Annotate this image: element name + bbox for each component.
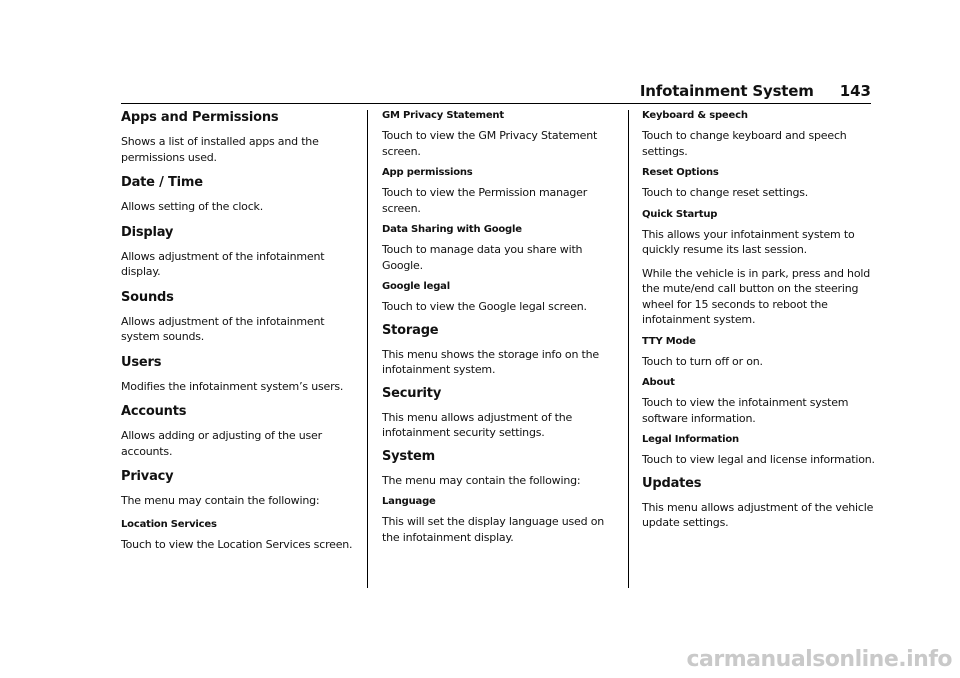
- subsection-heading: Data Sharing with Google: [382, 224, 522, 235]
- subsection-heading: Location Services: [121, 518, 217, 530]
- header-rule: [121, 103, 871, 104]
- subsection-heading: Quick Startup: [642, 208, 718, 220]
- body-paragraph: Touch to view the Location Services screen.: [121, 537, 353, 551]
- page-number: 143: [839, 82, 871, 100]
- section-heading: System: [382, 448, 435, 464]
- body-paragraph: Shows a list of installed apps and the permissions used.: [121, 135, 319, 164]
- section-heading: Updates: [642, 475, 702, 491]
- watermark: carmanualsonline.info: [686, 647, 952, 672]
- section-heading: Date / Time: [121, 175, 203, 190]
- body-paragraph: Allows adding or adjusting of the user accounts.: [121, 429, 322, 458]
- body-paragraph: Touch to view the Google legal screen.: [382, 300, 587, 313]
- subsection-heading: About: [642, 377, 675, 388]
- column-2: [382, 110, 618, 553]
- body-paragraph: This menu shows the storage info on the infotainment system.: [382, 347, 599, 376]
- column-divider-1: [367, 110, 368, 588]
- body-paragraph: Touch to manage data you share with Google.: [382, 243, 583, 272]
- subsection-heading: Language: [382, 496, 436, 507]
- body-paragraph: Touch to change reset settings.: [642, 186, 809, 199]
- body-paragraph: Touch to turn off or on.: [642, 354, 763, 368]
- body-paragraph: While the vehicle is in park, press and hold the mute/end call button on the steering wheel for 15 seconds to reboot the infotainment system.: [642, 266, 870, 326]
- body-paragraph: Touch to change keyboard and speech settings.: [642, 129, 847, 158]
- subsection-heading: Google legal: [382, 281, 450, 292]
- body-paragraph: Touch to view the Permission manager screen.: [382, 186, 588, 215]
- body-paragraph: This menu allows adjustment of the vehicle update settings.: [642, 500, 874, 529]
- subsection-heading: TTY Mode: [642, 335, 696, 347]
- body-paragraph: Touch to view legal and license information.: [642, 453, 875, 466]
- section-heading: Accounts: [121, 404, 187, 419]
- subsection-heading: Legal Information: [642, 434, 739, 445]
- body-paragraph: The menu may contain the following:: [382, 473, 581, 487]
- body-paragraph: Allows setting of the clock.: [121, 200, 264, 213]
- column-3: [642, 110, 878, 539]
- section-heading: Sounds: [121, 289, 174, 305]
- body-paragraph: This menu allows adjustment of the infotainment security settings.: [382, 410, 573, 439]
- subsection-heading: GM Privacy Statement: [382, 110, 504, 121]
- body-paragraph: Touch to view the infotainment system software information.: [642, 396, 849, 425]
- section-heading: Display: [121, 224, 174, 240]
- page-header: [640, 82, 871, 100]
- subsection-heading: Reset Options: [642, 167, 719, 178]
- subsection-heading: Keyboard & speech: [642, 110, 748, 121]
- body-paragraph: This allows your infotainment system to quickly resume its last session.: [642, 227, 855, 256]
- body-paragraph: Allows adjustment of the infotainment display.: [121, 249, 325, 278]
- section-heading: Users: [121, 354, 162, 370]
- body-paragraph: This will set the display language used on the infotainment display.: [382, 515, 605, 544]
- column-divider-2: [628, 110, 629, 588]
- body-paragraph: Allows adjustment of the infotainment system sounds.: [121, 314, 325, 343]
- section-heading: Apps and Permissions: [121, 110, 279, 125]
- body-paragraph: Modifies the infotainment system’s users.: [121, 379, 344, 393]
- body-paragraph: Touch to view the GM Privacy Statement screen.: [382, 129, 598, 158]
- section-heading: Privacy: [121, 469, 174, 484]
- column-1: [121, 110, 357, 562]
- subsection-heading: App permissions: [382, 167, 473, 178]
- section-heading: Storage: [382, 322, 439, 338]
- body-paragraph: The menu may contain the following:: [121, 494, 320, 507]
- running-header-title: Infotainment System: [639, 82, 814, 100]
- section-heading: Security: [382, 385, 442, 401]
